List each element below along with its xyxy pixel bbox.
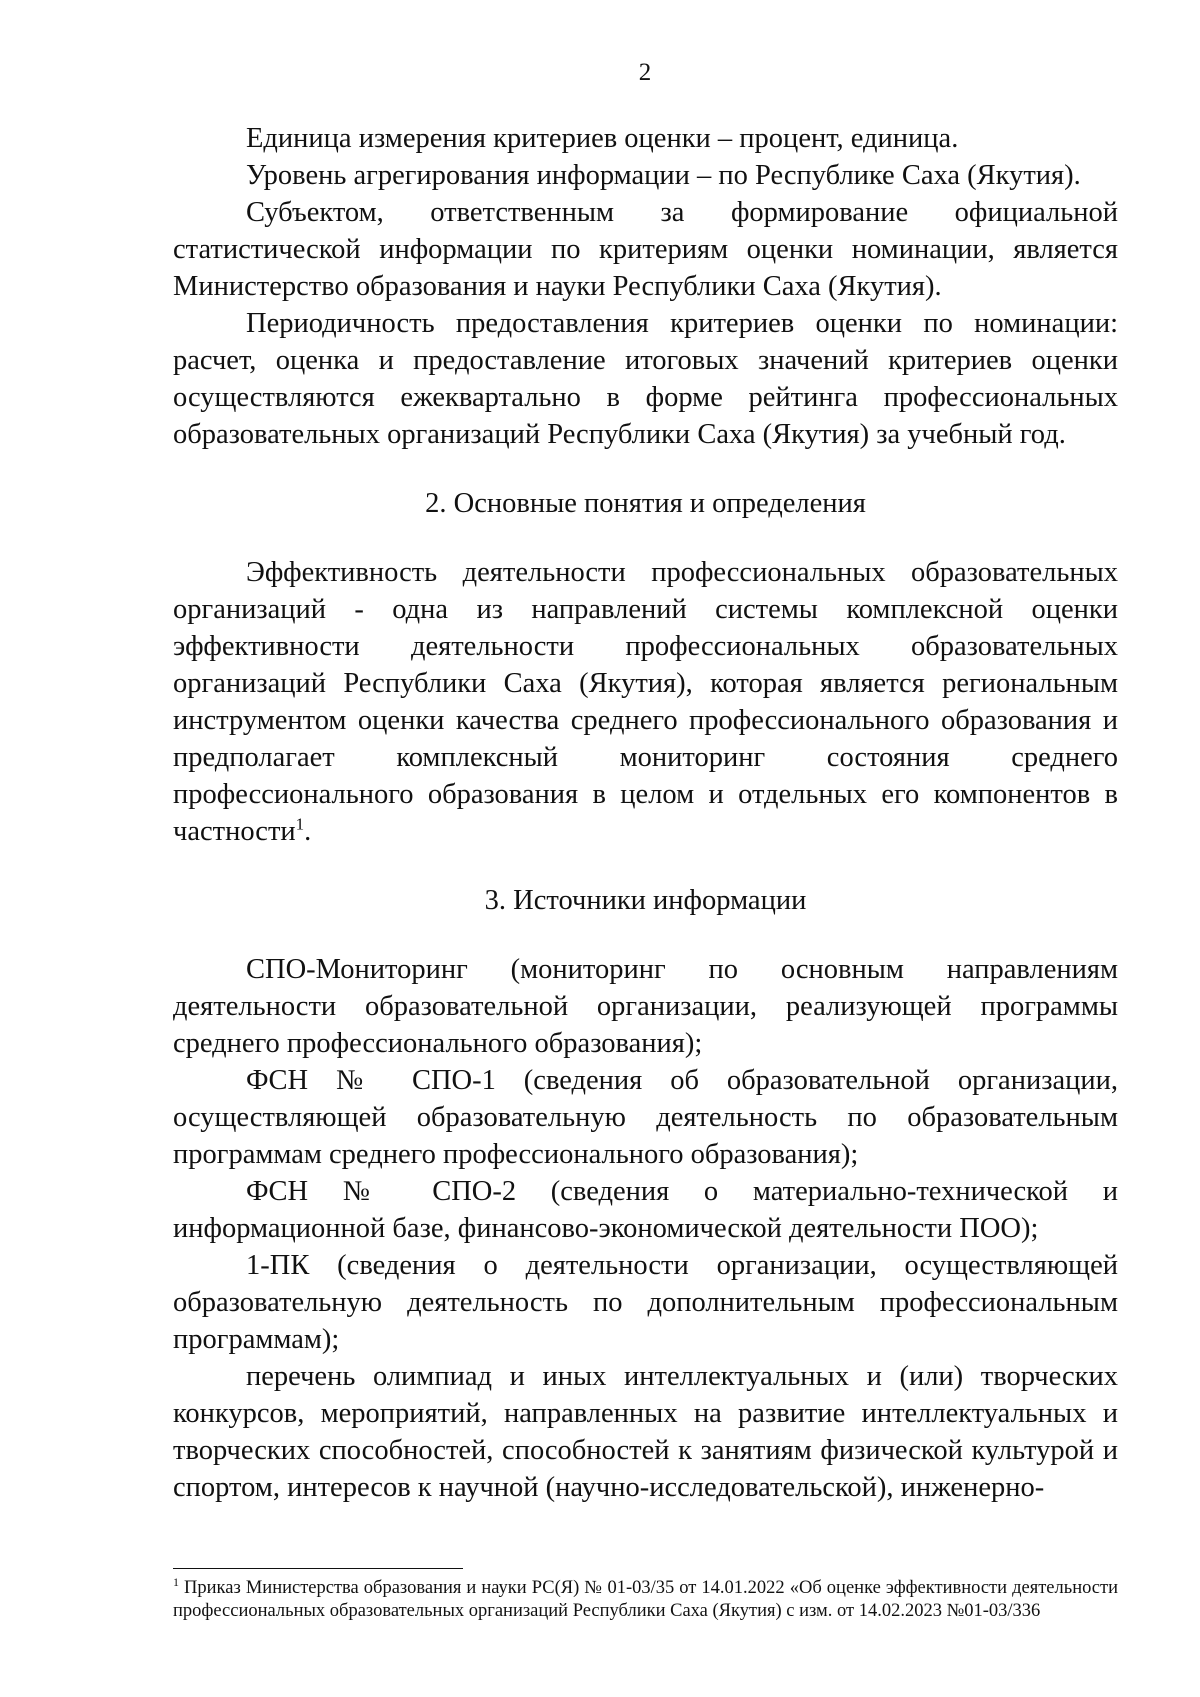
section-heading-sources: 3. Источники информации	[484, 885, 807, 916]
document-body	[173, 120, 1118, 1506]
footnote-reference: 1	[295, 814, 305, 834]
page-number: 2	[638, 59, 652, 86]
efficiency-definition-end: .	[304, 816, 312, 847]
paragraph-responsible-subject: Субъектом, ответственным за формирование официальной статистической информации по критериям оценки номинации, является Министерство образования и науки Республики Саха (Якутия).	[173, 197, 1118, 302]
source-item-spo-monitoring: СПО-Мониторинг (мониторинг по основным направлениям деятельности образовательной организации, реализующей программы среднего профессионального образования);	[173, 954, 1118, 1059]
source-item-fsn-spo-1: ФСН № СПО-1 (сведения об образовательной организации, осуществляющей образовательную деятельность по образовательным программам среднего профессионального образования);	[173, 1065, 1118, 1170]
paragraph-periodicity: Периодичность предоставления критериев оценки по номинации: расчет, оценка и предоставление итоговых значений критериев оценки осуществляются ежеквартально в форме рейтинга профессиональных образовательных организаций Республики Саха (Якутия) за учебный год.	[173, 308, 1118, 450]
source-item-fsn-spo-2: ФСН № СПО-2 (сведения о материально-технической и информационной базе, финансово-экономической деятельности ПОО);	[173, 1176, 1118, 1244]
paragraph-measurement-unit: Единица измерения критериев оценки – процент, единица.	[246, 123, 959, 154]
section-heading-concepts: 2. Основные понятия и определения	[425, 488, 866, 519]
source-item-1-pk: 1-ПК (сведения о деятельности организации, осуществляющей образовательную деятельность по дополнительным профессиональным программам);	[173, 1250, 1118, 1355]
efficiency-definition-text: Эффективность деятельности профессиональных образовательных организаций - одна из направлений системы комплексной оценки эффективности деятельности профессиональных образовательных организаций Республики Саха (Якутия), которая является региональным инструментом оценки качества среднего профессионального образования и предполагает комплексный мониторинг состояния среднего профессионального образования в целом и отдельных его компонентов в частности	[173, 557, 1118, 847]
footnote-marker: 1	[173, 1574, 179, 1589]
footnote-divider	[173, 1568, 463, 1569]
footnote	[173, 1574, 1118, 1623]
paragraph-efficiency-definition	[173, 554, 1118, 850]
source-item-olympiads-list: перечень олимпиад и иных интеллектуальных и (или) творческих конкурсов, мероприятий, направленных на развитие интеллектуальных и творческих способностей, способностей к занятиям физической культурой и спортом, интересов к научной (научно-исследовательской), инженерно-	[173, 1361, 1118, 1503]
footnote-text: Приказ Министерства образования и науки РС(Я) № 01-03/35 от 14.01.2022 «Об оценке эффективности деятельности профессиональных образовательных организаций Республики Саха (Якутия) с изм. от 14.02.2023 №01-03/336	[173, 1578, 1118, 1621]
paragraph-aggregation-level: Уровень агрегирования информации – по Республике Саха (Якутия).	[246, 160, 1081, 191]
